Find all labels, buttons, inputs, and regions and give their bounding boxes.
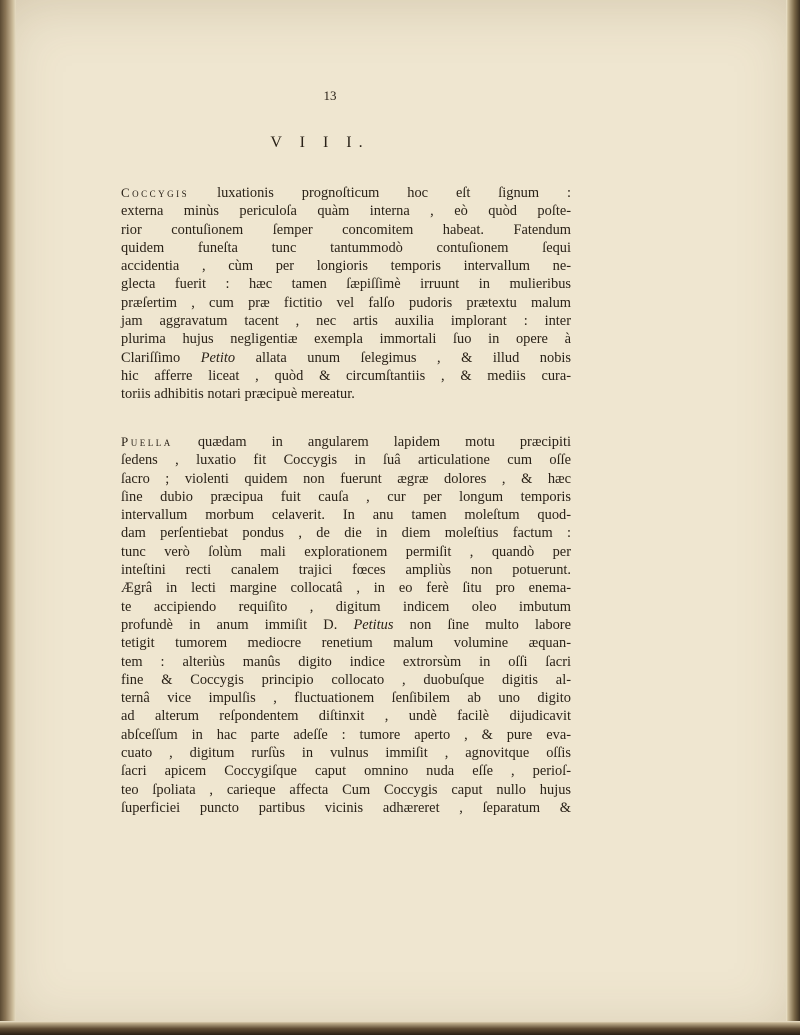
author-name: Petito — [200, 349, 236, 366]
text-line: te accipiendo requiſito , digitum indicem oleo imbutum — [121, 598, 571, 615]
text-line: hic afferre liceat , quòd & circumſtantiis , & mediis cura- — [121, 367, 571, 384]
page-number: 13 — [323, 88, 337, 103]
text-line: jam aggravatum tacent , nec artis auxilia implorant : inter — [121, 313, 571, 330]
text-line: teo ſpoliata , carieque affecta Cum Coccygis caput nullo hujus — [121, 781, 571, 798]
text-line: cuato , digitum rurſùs in vulnus immiſit , agnovitque oſſis — [121, 745, 571, 762]
text-line: toriis adhibitis notari præcipuè mereatur. — [121, 386, 355, 403]
text-line: tunc verò ſolùm mali explorationem permiſit , quandò per — [121, 543, 571, 560]
text-line: Coccygis luxationis prognoſticum hoc eſt ſignum : — [121, 185, 571, 201]
author-name: Petitus — [353, 616, 394, 633]
text-line: accidentia , cùm per longioris temporis intervallum ne- — [121, 258, 571, 275]
lead-word: Coccygis — [121, 185, 190, 200]
text-line: glecta fuerit : hæc tamen ſæpiſſimè irruunt in mulieribus — [121, 276, 571, 293]
text-line: ſacro ; violenti quidem non fuerunt ægræ dolores , & hæc — [121, 470, 571, 487]
text-line: plurima hujus negligentiæ exempla immortali ſuo in opere à — [121, 331, 571, 348]
paragraph-coccygis — [121, 184, 571, 404]
text-line: ſacri apicem Coccygiſque caput omnino nuda eſſe , perioſ- — [121, 763, 571, 780]
page-binding-left — [0, 0, 16, 1035]
text-line: tetigit tumorem mediocre renetium malum volumine æquan- — [121, 635, 571, 652]
text-line: inteſtini recti canalem trajici fœces ampliùs non potuerunt. — [121, 562, 571, 579]
text-line: præſertim , cum præ fictitio vel falſo pudoris prætextu malum — [121, 294, 571, 311]
lead-word: Puella — [121, 434, 173, 449]
text-line: ad alterum reſpondentem diſtinxit , undè facilè dijudicavit — [121, 708, 571, 725]
text-line: abſceſſum in hac parte adeſſe : tumore aperto , & pure eva- — [121, 726, 571, 743]
text-line: quidem funeſta tunc tantummodò contuſionem ſequi — [121, 239, 571, 256]
text-line: ternâ vice impulſis , fluctuationem ſenſibilem ab uno digito — [121, 690, 571, 707]
text-line: ſine dubio præcipua fuit cauſa , cur per longum temporis — [121, 488, 571, 505]
text-line: fine & Coccygis principio collocato , duobuſque digitis al- — [121, 671, 571, 688]
text-line: Ægrâ in lecti margine collocatâ , in eo ferè ſitu pro enema- — [121, 580, 571, 597]
section-heading: V I I I. — [270, 134, 370, 151]
text-line: Clariſſimo Petito allata unum ſelegimus , & illud nobis — [121, 349, 571, 366]
text-line: profundè in anum immiſit D. Petitus non ſine multo labore — [121, 616, 571, 633]
page-binding-right — [786, 0, 800, 1035]
text-line: Puella quædam in angularem lapidem motu præcipiti — [121, 434, 571, 450]
text-line: rior contuſionem ſemper concomitem habeat. Fatendum — [121, 221, 571, 238]
text-line: ſedens , luxatio fit Coccygis in ſuâ articulatione cum oſſe — [121, 452, 571, 469]
page-binding-bottom — [0, 1021, 800, 1035]
paragraph-puella — [121, 433, 571, 817]
text-line: dam perſentiebat pondus , de die in diem moleſtius factum : — [121, 525, 571, 542]
text-line: tem : alteriùs manûs digito indice extrorsùm in oſſi ſacri — [121, 653, 571, 670]
text-line: intervallum morbum celaverit. In anu tamen moleſtum quod- — [121, 507, 571, 524]
text-line: externa minùs periculoſa quàm interna , eò quòd poſte- — [121, 203, 571, 220]
text-line: ſuperficiei puncto partibus vicinis adhæreret , ſeparatum & — [121, 799, 571, 816]
